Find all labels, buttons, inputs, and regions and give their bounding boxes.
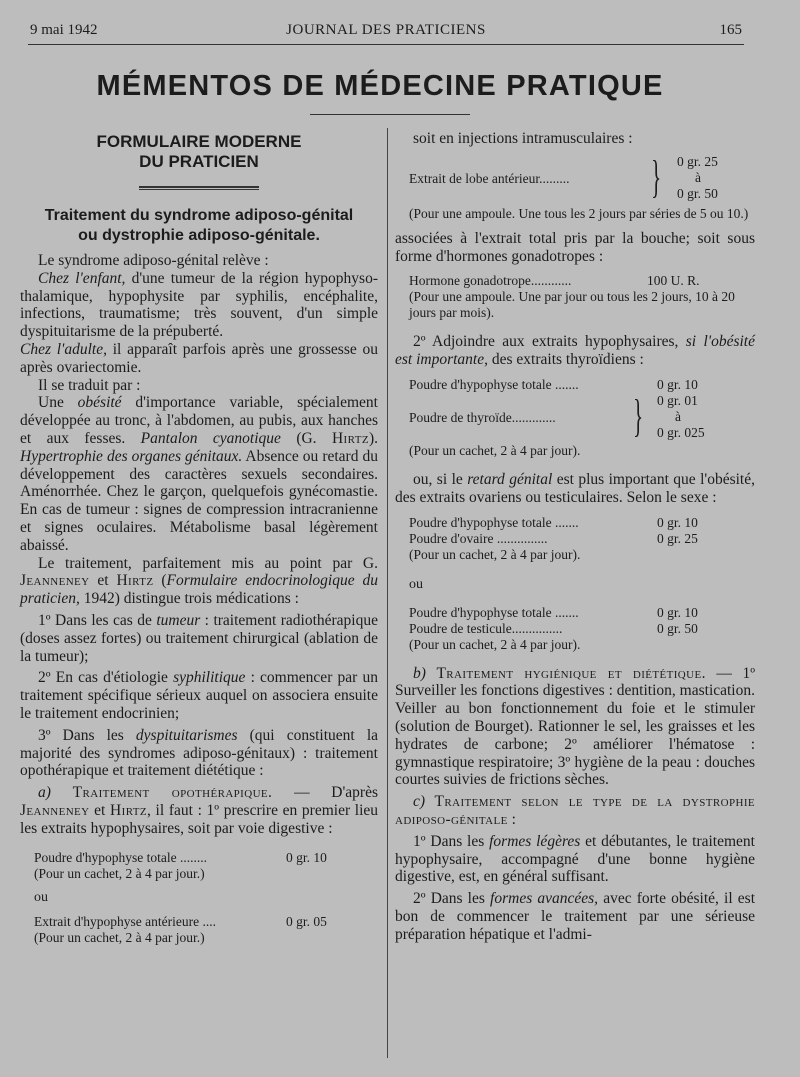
paragraph: Le traitement, parfaitement mis au point par G. Jeanneney et Hirtz (Formulaire endocrinologique du praticien, 1942) distingue trois médications : (20, 554, 378, 608)
header-journal: JOURNAL DES PRATICIENS (286, 22, 486, 38)
paragraph: Chez l'adulte, il apparaît parfois après une grossesse ou après ovariectomie. (20, 340, 378, 376)
formula-row-braced: Extrait de lobe antérieur......... } 0 gr. 25 à 0 gr. 50 (409, 150, 718, 202)
paragraph: 1º Dans les formes légères et débutantes, le traitement hypophysaire, accompagné d'une bonne hygiène digestive, est, en général suffisant. (395, 832, 755, 886)
formula-note: (Pour un cachet, 2 à 4 par jour). (409, 442, 581, 458)
paragraph: 2º En cas d'étiologie syphilitique : commencer par un traitement spécifique sérieux auquel on associera ensuite le traitement endocrinien; (20, 669, 378, 722)
paragraph: a) Traitement opothérapique. — D'après Jeanneney et Hirtz, il faut : 1º prescrire en premier lieu les extraits hypophysaires, soit par voie digestive : (20, 784, 379, 837)
paragraph: associées à l'extrait total pris par la bouche; soit sous forme d'hormones gonadotropes : (395, 229, 755, 265)
left-column (20, 130, 378, 946)
formula-row: Poudre d'hypophyse totale ....... 0 gr. 10 (409, 514, 698, 530)
paragraph: 2º Adjoindre aux extraits hypophysaires, si l'obésité est importante, des extraits thyroïdiens : (395, 333, 755, 369)
header-rule (28, 44, 744, 45)
formula-block (34, 850, 378, 946)
running-header (30, 22, 742, 42)
formula-row: Poudre de testicule............... 0 gr. 50 (409, 620, 698, 636)
formula-row: Hormone gonadotrope............ 100 U. R. (409, 273, 700, 289)
formula-note: (Pour un cachet, 2 à 4 par jour.) (34, 865, 205, 881)
paragraph: soit en injections intramusculaires : (413, 130, 633, 147)
formula-row-braced: Poudre de thyroïde............. } 0 gr. 01 à 0 gr. 025 (409, 389, 705, 441)
formula-row: Poudre d'hypophyse totale ....... 0 gr. 10 (409, 376, 698, 392)
column-divider (387, 128, 388, 1058)
formula-note: (Pour un cachet, 2 à 4 par jour). (409, 546, 581, 562)
brace-glyph: } (651, 150, 662, 202)
formula-block (409, 273, 755, 321)
or-separator: ou (409, 576, 423, 592)
paragraph: 1º Dans les cas de tumeur : traitement radiothérapique (doses assez fortes) ou traitement chirurgical (ablation de la tumeur); (20, 611, 378, 665)
brace-glyph: } (633, 389, 644, 441)
main-title: MÉMENTOS DE MÉDECINE PRATIQUE (96, 70, 664, 102)
paragraph: Une obésité d'importance variable, spécialement développée au tronc, à l'abdomen, au pubis, aux hanches et aux fesses. Pantalon cyanotique (G. Hirtz). Hypertrophie des organes génitaux. Absence ou retard du développement des caractères sexuels secondaires. Aménorrhée. Chez le garçon, quelquefois gynécomastie. En cas de tumeur : signes de compression intracranienne et signes oculaires. Métabolisme basal légèrement abaissé. (20, 394, 378, 554)
paragraph: b) Traitement hygiénique et diététique. — 1º Surveiller les fonctions digestives : dentition, mastication. Veiller au bon fonctionnement du foie et le stimuler (solution de Bourget). Rationner le sel, les graisses et les hydrates de carbone; 2º améliorer l'hématose : gymnastique respiratoire; 3º hygiène de la peau : douches courtes suivies de frictions sèches. (395, 664, 755, 789)
formula-note: (Pour une ampoule. Une par jour ou tous les 2 jours, 10 à 20 jours par mois). (409, 289, 735, 321)
article-title: Traitement du syndrome adiposo-génital ou dystrophie adiposo-génitale. (44, 207, 354, 244)
formula-row: Poudre d'hypophyse totale ....... 0 gr. 10 (409, 604, 698, 620)
formula-block (409, 377, 755, 459)
right-column (395, 130, 755, 944)
paragraph: Chez l'enfant, d'une tumeur de la région hypophyso-thalamique, hypophysite par syphilis, encéphalite, infections, traumatisme; très souvent, d'un simple dyspituitarisme de la prépuberté. (20, 269, 378, 341)
paragraph: Le syndrome adiposo-génital relève : (38, 252, 269, 269)
formula-row: Poudre d'ovaire ............... 0 gr. 25 (409, 530, 698, 546)
section-title: FORMULAIRE MODERNE DU PRATICIEN (96, 132, 302, 171)
header-page-number: 165 (719, 22, 742, 38)
decorative-rule (139, 186, 259, 190)
formula-note: (Pour une ampoule. Une tous les 2 jours par séries de 5 ou 10.) (409, 205, 749, 221)
formula-note: (Pour un cachet, 2 à 4 par jour). (409, 636, 581, 652)
paragraph: c) Traitement selon le type de la dystrophie adiposo-génitale : (395, 793, 755, 828)
or-separator: ou (34, 889, 48, 905)
formula-row: Extrait d'hypophyse antérieure .... 0 gr. 05 (34, 913, 327, 929)
header-date: 9 mai 1942 (30, 22, 98, 38)
formula-block (409, 150, 755, 204)
paragraph: 3º Dans les dyspituitarismes (qui constituent la majorité des syndromes adiposo-génitaux) : traitement opothérapique et traitement diététique : (20, 726, 378, 780)
paragraph: 2º Dans les formes avancées, avec forte obésité, il est bon de commencer le traitement par une sérieuse préparation hépatique et l'admi- (395, 890, 755, 943)
formula-note: (Pour un cachet, 2 à 4 par jour.) (34, 929, 205, 945)
paragraph: ou, si le retard génital est plus important que l'obésité, des extraits ovariens ou testiculaires. Selon le sexe : (395, 470, 755, 506)
formula-block (409, 515, 755, 653)
paragraph: Il se traduit par : (38, 376, 141, 394)
title-rule (310, 114, 470, 115)
formula-row: Poudre d'hypophyse totale ........ 0 gr. 10 (34, 849, 327, 865)
